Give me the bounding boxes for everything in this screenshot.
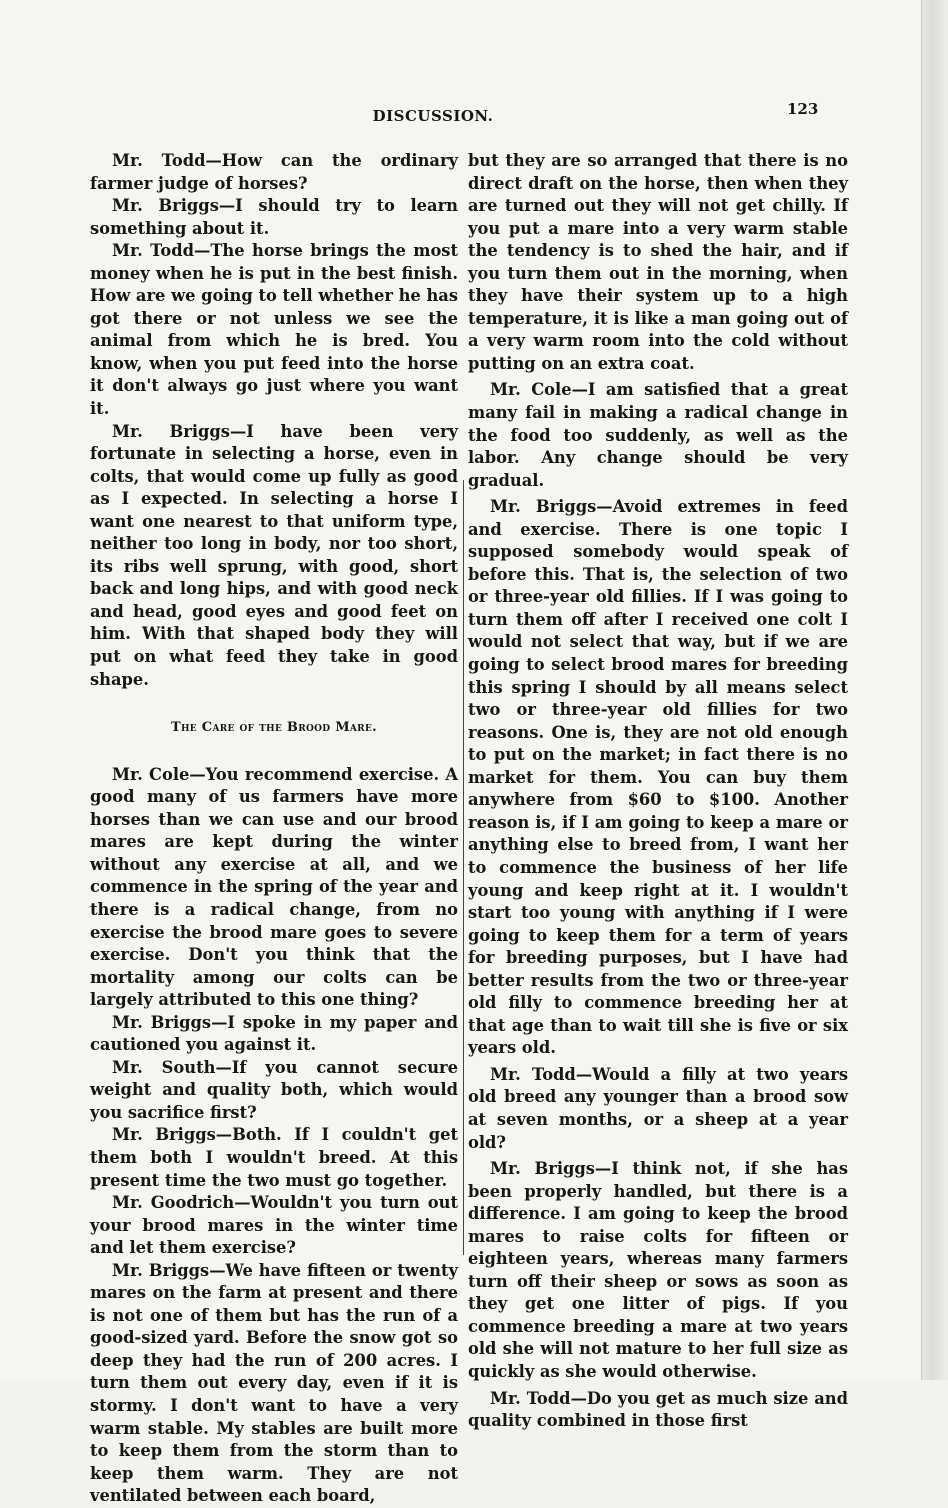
paragraph: Mr. Briggs—I think not, if she has been properly handled, but there is a difference. I am going to keep the brood mares to raise colts for fifteen or eighteen years, whereas many farmers turn off their sheep or sows as soon as they get one litter of pigs. If you commence breeding a mare at two years old she will not mature to her full size as quickly as she would otherwise. xyxy=(468,1159,848,1381)
paragraph: Mr. Cole—I am satisfied that a great many fail in making a radical change in the food too suddenly, as well as the labor. Any change should be very gradual. xyxy=(468,380,848,490)
paragraph: Mr. South—If you cannot secure weight and quality both, which would you sacrifice first? xyxy=(90,1057,458,1122)
left-column xyxy=(90,150,458,1508)
paragraph: Mr. Goodrich—Wouldn't you turn out your brood mares in the winter time and let them exercise? xyxy=(90,1193,458,1258)
paragraph: Mr. Briggs—I have been very fortunate in selecting a horse, even in colts, that would come up fully as good as I expected. In selecting a horse I want one nearest to that uniform type, neither too long in body, nor too short, its ribs well sprung, with good, short back and long hips, and with good neck and head, good eyes and good feet on him. With that shaped body they will put on what feed they take in good shape. xyxy=(90,421,458,689)
paragraph: Mr. Cole—You recommend exercise. A good many of us farmers have more horses than we can use and our brood mares are kept during the winter without any exercise at all, and we commence in the spring of the year and there is a radical change, from no exercise the brood mare goes to severe exercise. Don't you think that the mortality among our colts can be largely attributed to this one thing? xyxy=(90,764,458,1010)
paragraph: Mr. Todd—Would a filly at two years old breed any younger than a brood sow at seven months, or a sheep at a year old? xyxy=(468,1064,848,1152)
paragraph: but they are so arranged that there is no direct draft on the horse, then when they are turned out they will not get chilly. If you put a mare into a very warm stable the tendency is to shed the hair, and if you turn them out in the morning, when they have their system up to a high temperature, it is like a man going out of a very warm room into the cold without putting on an extra coat. xyxy=(468,151,848,373)
paragraph: Mr. Todd—Do you get as much size and quality combined in those first xyxy=(468,1388,848,1431)
paragraph: Mr. Briggs—We have fifteen or twenty mares on the farm at present and there is not one of them but has the run of a good-sized yard. Before the snow got so deep they had the run of 200 acres. I turn them out every day, even if it is stormy. I don't want to have a very warm stable. My stables are built more to keep them from the storm than to keep them warm. They are not ventilated between each board, xyxy=(90,1260,458,1506)
paragraph: Mr. Todd—The horse brings the most money when he is put in the best finish. How are we going to tell whether he has got there or not unless we see the animal from which he is bred. You know, when you put feed into the horse it don't always go just where you want it. xyxy=(90,241,458,419)
paragraph: Mr. Todd—How can the ordinary farmer judge of horses? xyxy=(90,151,458,193)
right-column xyxy=(468,150,848,1433)
page-number: 123 xyxy=(787,100,819,118)
paragraph: Mr. Briggs—Both. If I couldn't get them both I wouldn't breed. At this present time the two must go together. xyxy=(90,1125,458,1190)
column-divider xyxy=(463,480,464,1255)
section-heading: The Care of the Brood Mare. xyxy=(171,720,377,736)
paragraph: Mr. Briggs—I spoke in my paper and cautioned you against it. xyxy=(90,1012,458,1055)
paragraph: Mr. Briggs—Avoid extremes in feed and exercise. There is one topic I supposed somebody would speak of before this. That is, the selection of two or three-year old fillies. If I was going to turn them off after I received one colt I would not select that way, but if we are going to select brood mares for breeding this spring I should by all means select two or three-year old fillies for two reasons. One is, they are not old enough to put on the market; in fact there is no market for them. You can buy them anywhere from $60 to $100. Another reason is, if I am going to keep a mare or anything else to breed from, I want her to commence the business of her life young and keep right at it. I wouldn't start too young with anything if I were going to keep them for a term of years for breeding purposes, but I have had better results from the two or three-year old filly to commence breeding her at that age than to wait till she is five or six years old. xyxy=(468,497,848,1058)
paragraph: Mr. Briggs—I should try to learn something about it. xyxy=(90,196,458,238)
page-edge xyxy=(921,0,948,1380)
running-header: DISCUSSION. xyxy=(372,107,494,125)
